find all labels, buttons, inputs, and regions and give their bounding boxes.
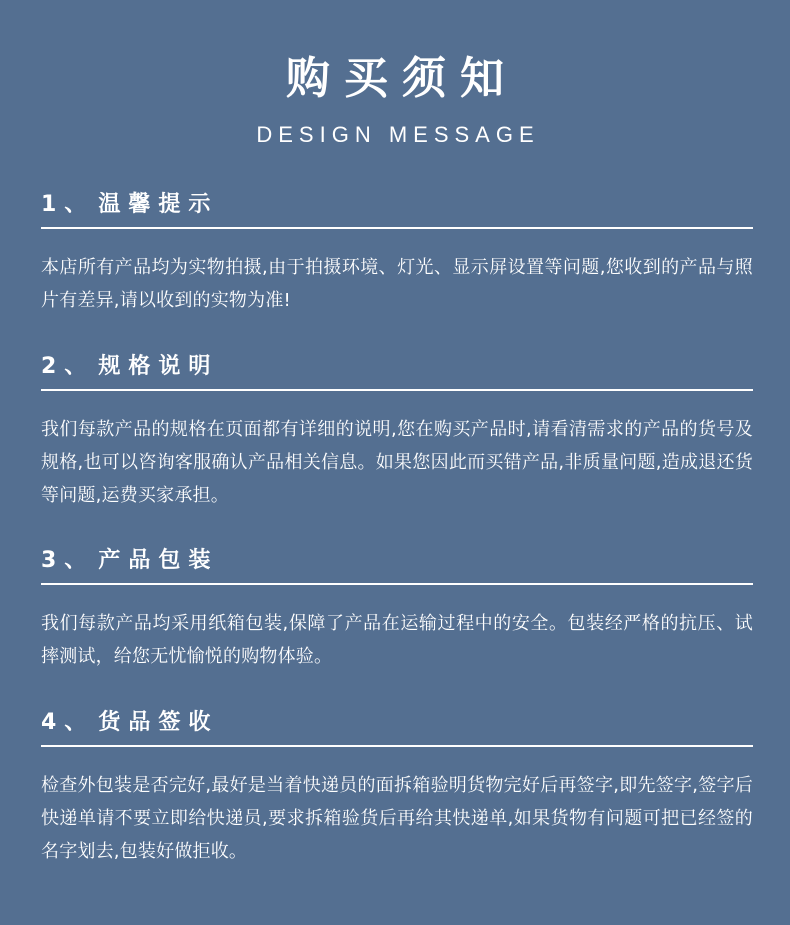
section-number: 1	[41, 192, 65, 217]
section-separator: 、	[64, 710, 95, 735]
page-title: 购买须知	[286, 53, 518, 104]
section-heading	[41, 187, 753, 223]
section-body: 我们每款产品均采用纸箱包装,保障了产品在运输过程中的安全。包装经严格的抗压、试摔测试，给您无忧愉悦的购物体验。	[41, 613, 753, 667]
section-divider	[41, 583, 753, 585]
section-body: 我们每款产品的规格在页面都有详细的说明,您在购买产品时,请看清需求的产品的货号及规格,也可以咨询客服确认产品相关信息。如果您因此而买错产品,非质量问题,造成退还货等问题,运费买家承担。	[41, 419, 753, 506]
section-title: 产品包装	[98, 548, 219, 573]
section-separator: 、	[64, 354, 95, 379]
section-divider	[41, 227, 753, 229]
section-specifications	[41, 349, 753, 512]
section-number: 2	[41, 354, 65, 379]
section-divider	[41, 745, 753, 747]
section-warm-tips	[41, 187, 753, 317]
section-receipt	[41, 705, 753, 868]
section-heading	[41, 349, 753, 385]
section-title: 货品签收	[98, 710, 219, 735]
section-body: 检查外包装是否完好,最好是当着快递员的面拆箱验明货物完好后再签字,即先签字,签字后快递单请不要立即给快递员,要求拆箱验货后再给其快递单,如果货物有问题可把已经签的名字划去,包装好做拒收。	[41, 775, 753, 862]
section-number: 4	[41, 710, 65, 735]
section-title: 规格说明	[98, 354, 219, 379]
section-packaging	[41, 543, 753, 673]
section-heading	[41, 705, 753, 741]
section-divider	[41, 389, 753, 391]
section-title: 温馨提示	[98, 192, 219, 217]
section-heading	[41, 543, 753, 579]
section-separator: 、	[64, 548, 95, 573]
page-subtitle: DESIGN MESSAGE	[256, 122, 540, 147]
section-number: 3	[41, 548, 65, 573]
section-separator: 、	[64, 192, 95, 217]
section-body: 本店所有产品均为实物拍摄,由于拍摄环境、灯光、显示屏设置等问题,您收到的产品与照片有差异,请以收到的实物为准!	[41, 257, 753, 311]
